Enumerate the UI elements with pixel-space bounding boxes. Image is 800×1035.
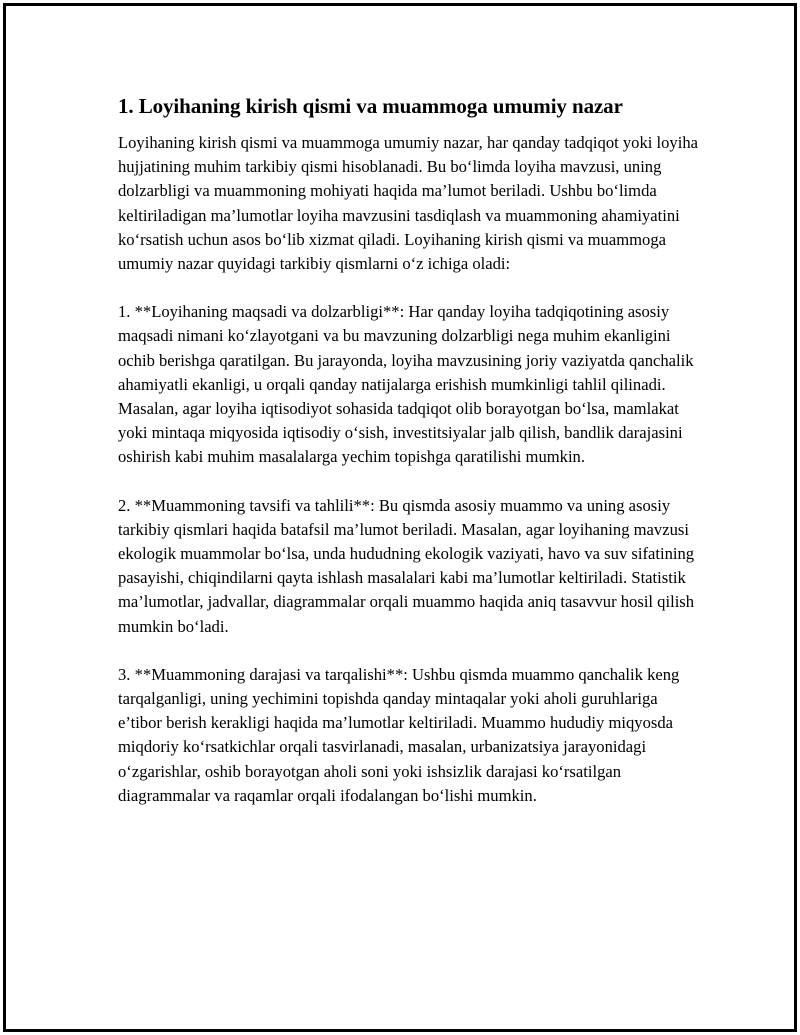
document-body — [118, 93, 698, 832]
paragraph-problem-extent: 3. **Muammoning darajasi va tarqalishi**: Ushbu qismda muammo qanchalik keng tarqalganligi, uning yechimini topishda qanday mintaqalar yoki aholi guruhlariga e’tibor berish kerakligi haqida ma’lumotlar keltiriladi. Muammo hududiy miqyosda miqdoriy ko‘rsatkichlar orqali tasvirlanadi, masalan, urbanizatsiya jarayonidagi o‘zgarishlar, oshib borayotgan aholi soni yoki ishsizlik darajasi ko‘rsatilgan diagrammalar va raqamlar orqali ifodalangan bo‘lishi mumkin. — [118, 664, 680, 805]
paragraph-problem-description: 2. **Muammoning tavsifi va tahlili**: Bu qismda asosiy muammo va uning asosiy tarkibiy qismlari haqida batafsil ma’lumot beriladi. Masalan, agar loyihaning mavzusi ekologik muammolar bo‘lsa, unda hududning ekologik vaziyati, havo va suv sifatining pasayishi, chiqindilarni qayta ishlash masalalari kabi ma’lumotlar keltiriladi. Statistik ma’lumotlar, jadvallar, diagrammalar orqali muammo haqida aniq tasavvur hosil qilish mumkin bo‘ladi. — [118, 495, 695, 636]
intro-paragraph: Loyihaning kirish qismi va muammoga umumiy nazar, har qanday tadqiqot yoki loyiha hujjatining muhim tarkibiy qismi hisoblanadi. Bu bo‘limda loyiha mavzusi, uning dolzarbligi va muammoning mohiyati haqida ma’lumot beriladi. Ushbu bo‘limda keltiriladigan ma’lumotlar loyiha mavzusini tasdiqlash va muammoning ahamiyatini ko‘rsatish uchun asos bo‘lib xizmat qiladi. Loyihaning kirish qismi va muammoga umumiy nazar quyidagi tarkibiy qismlarni o‘z ichiga oladi: — [118, 133, 699, 274]
section-heading: 1. Loyihaning kirish qismi va muammoga umumiy nazar — [118, 94, 623, 118]
paragraph-purpose-relevance: 1. **Loyihaning maqsadi va dolzarbligi**: Har qanday loyiha tadqiqotining asosiy maqsadi nimani ko‘zlayotgani va bu mavzuning dolzarbligi nega muhim ekanligini ochib berishga qaratilgan. Bu jarayonda, loyiha mavzusining joriy vaziyatda qanchalik ahamiyatli ekanligi, u orqali qanday natijalarga erishish mumkinligi tahlil qilinadi. Masalan, agar loyiha iqtisodiyot sohasida tadqiqot olib borayotgan bo‘lsa, mamlakat yoki mintaqa miqyosida iqtisodiy o‘sish, investitsiyalar jalb qilish, bandlik darajasini oshirish kabi muhim masalalarga yechim topishga qaratilishi mumkin. — [118, 302, 694, 467]
